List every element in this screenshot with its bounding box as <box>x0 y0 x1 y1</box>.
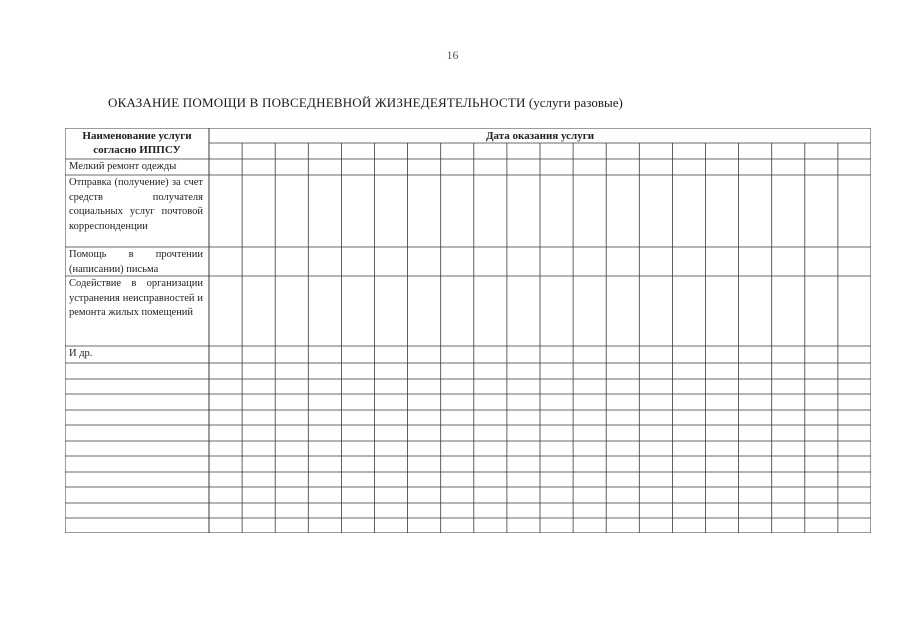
page-number: 16 <box>446 48 459 62</box>
page-title <box>108 95 623 111</box>
row-label: Отправка (получение) за счет средств получателя социальных услуг почтовой корреспонденции <box>69 177 203 232</box>
row-label: Мелкий ремонт одежды <box>69 161 177 172</box>
title-main: ОКАЗАНИЕ ПОМОЩИ В ПОВСЕДНЕВНОЙ ЖИЗНЕДЕЯТЕЛЬНОСТИ <box>108 95 526 110</box>
service-table <box>65 128 871 533</box>
header-service-date: Дата оказания услуги <box>485 130 595 142</box>
title-subtitle: (услуги разовые) <box>528 95 623 110</box>
row-label: Помощь в прочтении (написании) письма <box>69 249 203 275</box>
header-service-name: Наименование услуги согласно ИППСУ <box>82 130 192 156</box>
row-label: И др. <box>69 348 93 359</box>
row-label: Содействие в организации устранения неисправностей и ремонта жилых помещений <box>69 278 203 318</box>
